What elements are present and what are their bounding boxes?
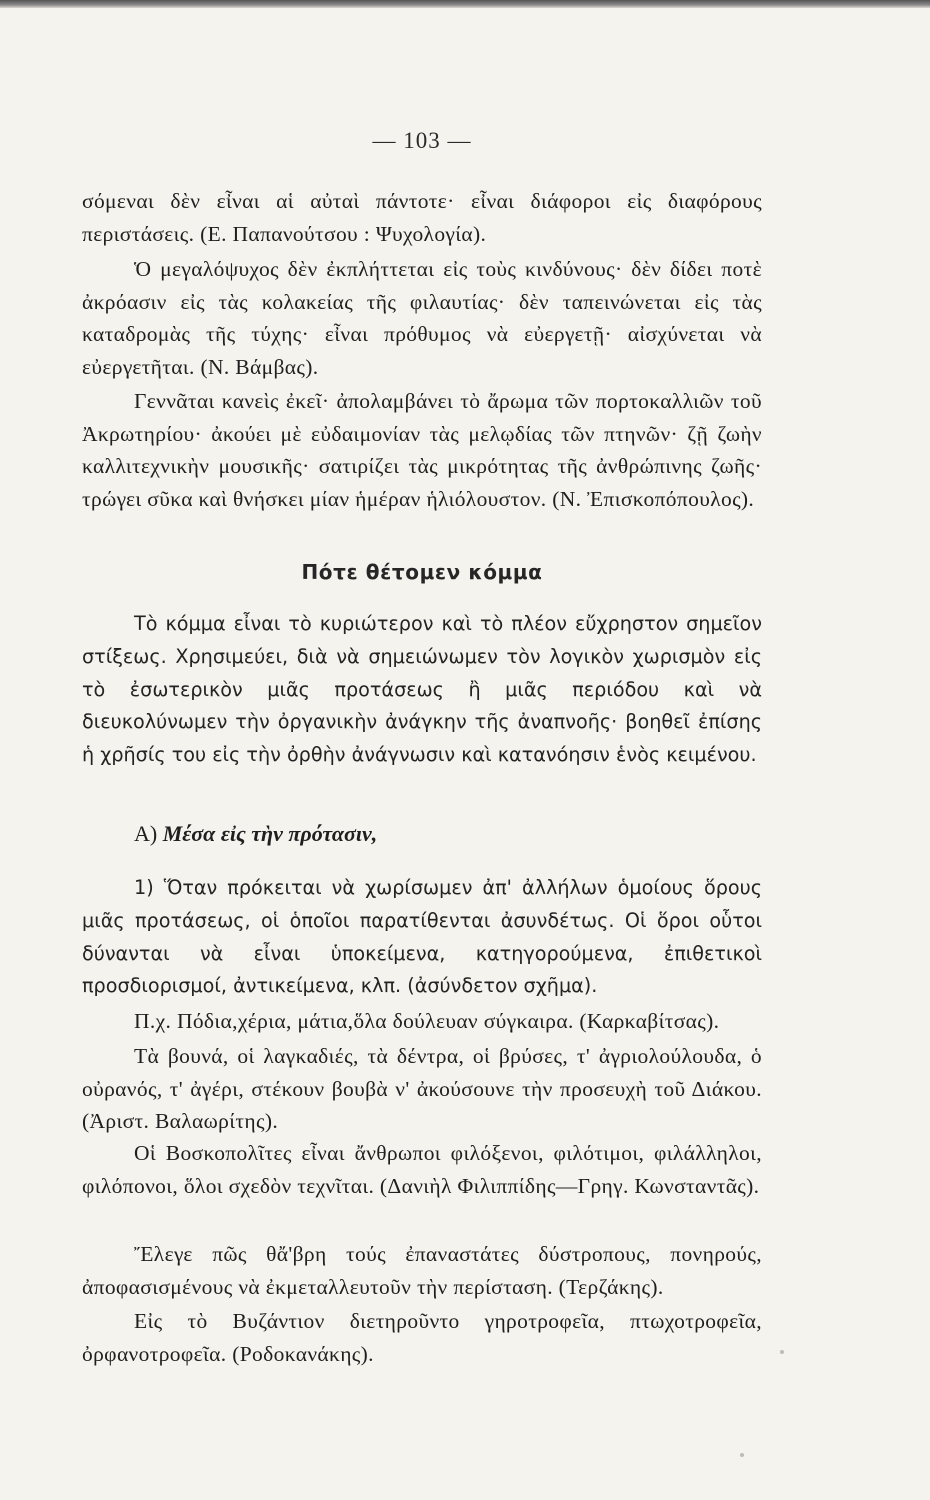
- example-karkavitsas: Π.χ. Πόδια,χέρια, μάτια,ὅλα δούλευαν σύγκαιρα. (Καρκαβίτσας).: [134, 1009, 720, 1033]
- example-filippidis: Οἱ Βοσκοπολῖτες εἶναι ἄνθρωποι φιλόξενοι, φιλότιμοι, φιλάλληλοι, φιλόπονοι, ὅλοι σχεδὸν τεχνῖται. (Δανιὴλ Φιλιππίδης—Γρηγ. Κωνσταντᾶς).: [82, 1141, 762, 1198]
- paragraph-megalopsychos: Ὁ μεγαλόψυχος δὲν ἐκπλήττεται εἰς τοὺς κινδύνους· δὲν δίδει ποτὲ ἀκρόασιν εἰς τὰς κολακείας τῆς φιλαυτίας· δὲν ταπεινώνεται εἰς τὰς καταδρομὰς τῆς τύχης· εἶναι πρόθυμος νὰ εὐεργετῇ· αἰσχύνεται νὰ εὐεργετῆται. (Ν. Βάμβας).: [82, 257, 762, 379]
- example-rodokanakis: Εἰς τὸ Βυζάντιον διετηροῦντο γηροτροφεῖα, πτωχοτροφεῖα, ὀρφανοτροφεῖα. (Ροδοκανάκης).: [82, 1309, 762, 1366]
- scan-top-edge: [0, 0, 930, 8]
- subsection-heading: [134, 818, 377, 850]
- example-valaoritis: Τὰ βουνά, οἱ λαγκαδιές, τὰ δέντρα, οἱ βρύσες, τ' ἀγριολούλουδα, ὁ οὐρανός, τ' ἀγέρι, στέκουν βουβὰ ν' ἀκούσουνε τὴν προσευχὴ τοῦ Διάκου. (Ἀριστ. Βαλαωρίτης).: [82, 1044, 762, 1134]
- paragraph-continuation: σόμεναι δὲν εἶναι αἱ αὐταὶ πάντοτε· εἶναι διάφοροι εἰς διαφόρους περιστάσεις. (Ε. Παπανούτσου : Ψυχολογία).: [82, 189, 762, 246]
- section-title: Πότε θέτομεν κόμμα: [301, 560, 543, 584]
- scan-speck: [740, 1453, 744, 1457]
- subsection-label: Α): [134, 821, 158, 846]
- rule-1: 1) Ὅταν πρόκειται νὰ χωρίσωμεν ἀπ' ἀλλήλων ὁμοίους ὅρους μιᾶς προτάσεως, οἱ ὁποῖοι παρατίθενται ἀσυνδέτως. Οἱ ὅροι οὗτοι δύνανται νὰ εἶναι ὑποκείμενα, κατηγορούμενα, ἐπιθετικοὶ προσδιορισμοί, ἀντικείμενα, κλπ. (ἀσύνδετον σχῆμα).: [82, 876, 762, 998]
- example-terzakis: Ἔλεγε πῶς θἄ'βρη τούς ἐπαναστάτες δύστροπους, πονηρούς, ἀποφασισμένους νὰ ἐκμεταλλευτοῦν τὴν περίσταση. (Τερζάκης).: [82, 1242, 762, 1299]
- page-number: — 103 —: [372, 128, 472, 153]
- paragraph-gennatai: Γεννᾶται κανεὶς ἐκεῖ· ἀπολαμβάνει τὸ ἄρωμα τῶν πορτοκαλλιῶν τοῦ Ἀκρωτηρίου· ἀκούει μὲ εὐδαιμονίαν τὰς μελῳδίας τῶν πτηνῶν· ζῇ ζωὴν καλλιτεχνικὴν μουσικῆς· σατιρίζει τὰς μικρότητας τῆς ἀνθρώπινης ζωῆς· τρώγει σῦκα καὶ θνήσκει μίαν ἡμέραν ἡλιόλουστον. (Ν. Ἐπισκοπόπουλος).: [82, 389, 762, 511]
- subsection-title: Μέσα εἰς τὴν πρότασιν,: [162, 821, 378, 846]
- scan-speck: [780, 1350, 784, 1354]
- section-intro: Τὸ κόμμα εἶναι τὸ κυριώτερον καὶ τὸ πλέον εὔχρηστον σημεῖον στίξεως. Χρησιμεύει, διὰ νὰ σημειώνωμεν τὸν λογικὸν χωρισμὸν εἰς τὸ ἐσωτερικὸν μιᾶς προτάσεως ἢ μιᾶς περιόδου καὶ νὰ διευκολύνωμεν τὴν ὀργανικὴν ἀνάγκην τῆς ἀναπνοῆς· βοηθεῖ ἐπίσης ἡ χρῆσίς του εἰς τὴν ὀρθὴν ἀνάγνωσιν καὶ κατανόησιν ἑνὸς κειμένου.: [82, 612, 762, 767]
